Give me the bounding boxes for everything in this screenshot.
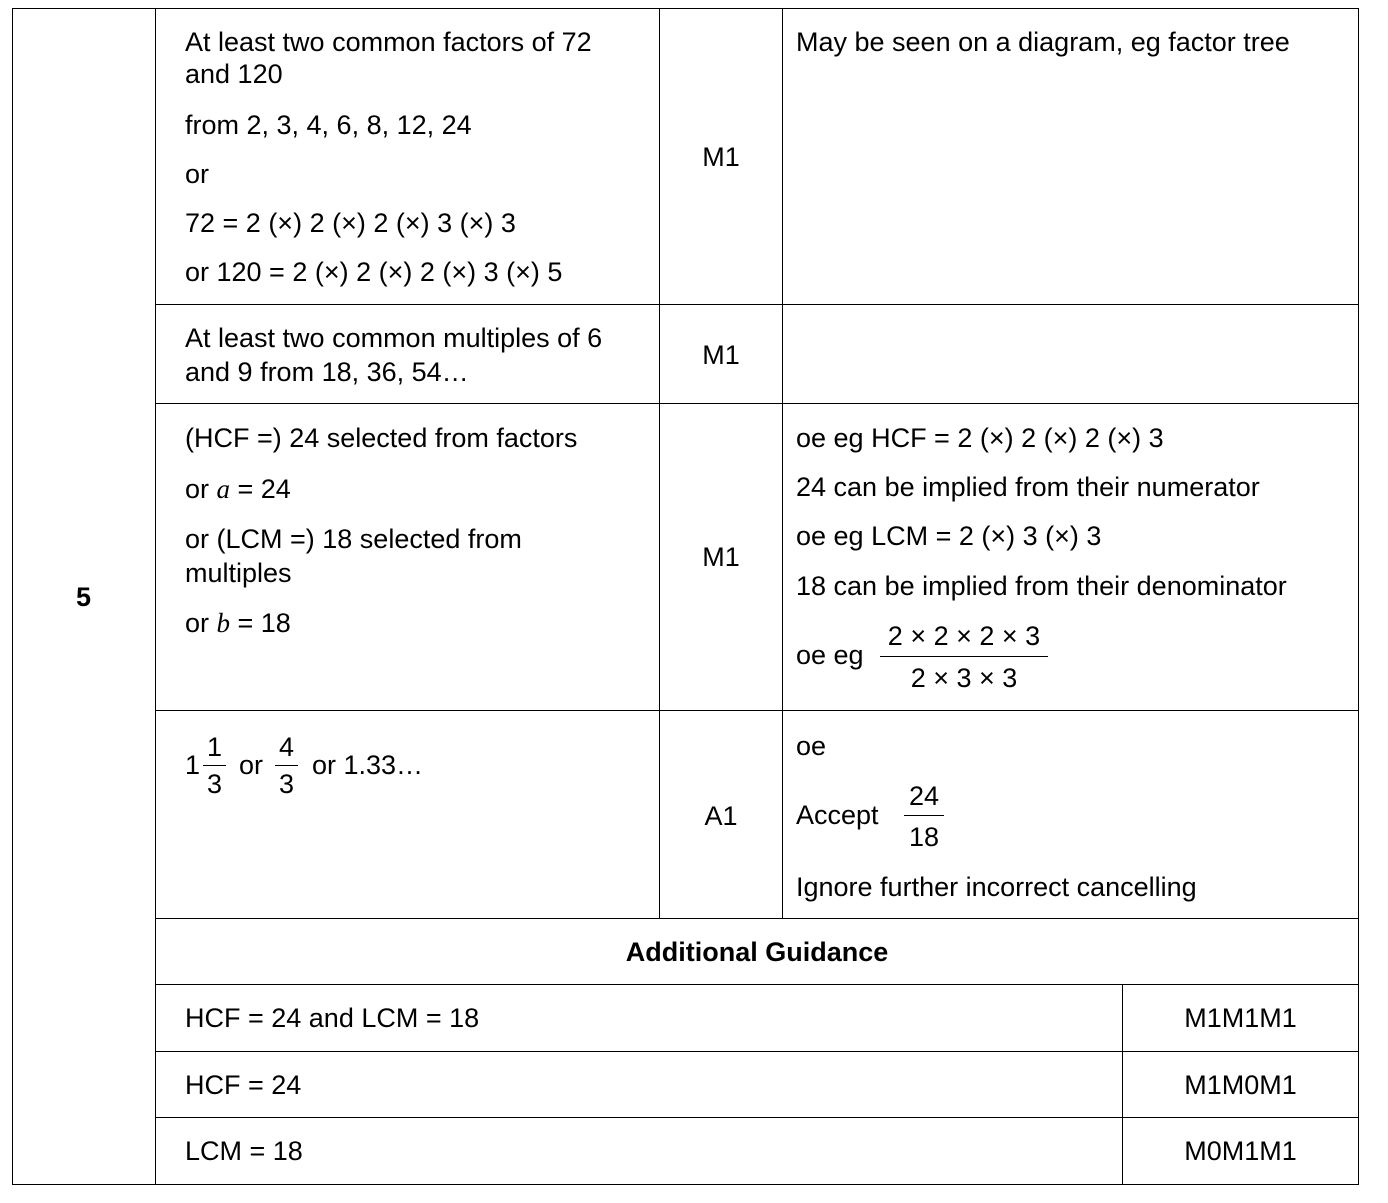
answer-line: from 2, 3, 4, 6, 8, 12, 24	[185, 110, 472, 140]
mark-code: M1	[702, 542, 740, 572]
guidance-marks: M1M1M1	[1184, 1003, 1297, 1033]
comment-fraction	[904, 783, 944, 851]
fraction-denominator: 18	[908, 822, 940, 852]
column-divider	[782, 8, 783, 919]
fraction-numerator: 2 × 2 × 2 × 3	[887, 621, 1041, 651]
row-divider	[156, 304, 1359, 305]
comment-line: oe eg HCF = 2 (×) 2 (×) 2 (×) 3	[796, 423, 1164, 453]
fraction-numerator: 1	[206, 732, 223, 762]
answer-line: or a = 24	[185, 474, 291, 504]
table-border-right	[1358, 8, 1359, 1185]
fraction-numerator: 24	[908, 781, 940, 811]
answer-line: or b = 18	[185, 608, 291, 638]
fraction-numerator: 4	[278, 732, 295, 762]
guidance-marks: M0M1M1	[1184, 1136, 1297, 1166]
or-text: or	[239, 750, 264, 780]
mark-code: A1	[704, 801, 738, 831]
answer-line: or 120 = 2 (×) 2 (×) 2 (×) 3 (×) 5	[185, 257, 563, 287]
table-border-left	[12, 8, 13, 1185]
improper-fraction	[275, 734, 298, 798]
table-border-bottom	[12, 1184, 1359, 1185]
answer-line: At least two common factors of 72	[185, 27, 592, 57]
variable-a: a	[216, 474, 231, 504]
answer-line: and 9 from 18, 36, 54…	[185, 357, 469, 387]
table-border-top	[12, 8, 1359, 9]
row-divider	[156, 984, 1359, 985]
decimal-text: or 1.33…	[312, 750, 424, 780]
comment-line: 24 can be implied from their numerator	[796, 472, 1260, 502]
answer-line: and 120	[185, 59, 283, 89]
comment-line: Ignore further incorrect cancelling	[796, 872, 1197, 902]
variable-b: b	[216, 608, 231, 638]
row-divider	[156, 1117, 1359, 1118]
row-divider	[156, 918, 1359, 919]
answer-line: multiples	[185, 558, 292, 588]
guidance-case: HCF = 24 and LCM = 18	[185, 1003, 480, 1033]
mark-code: M1	[702, 340, 740, 370]
fraction-bar	[203, 765, 226, 766]
comment-line: oe	[796, 731, 827, 761]
answer-line: or (LCM =) 18 selected from	[185, 524, 522, 554]
column-divider	[155, 8, 156, 1185]
fraction-bar	[880, 656, 1048, 657]
comment-line: oe eg LCM = 2 (×) 3 (×) 3	[796, 521, 1102, 551]
answer-line: At least two common multiples of 6	[185, 323, 603, 353]
comment-line: Accept	[796, 800, 879, 830]
mixed-fraction	[203, 734, 226, 798]
guidance-marks: M1M0M1	[1184, 1070, 1297, 1100]
fraction-denominator: 2 × 3 × 3	[910, 663, 1018, 693]
answer-line: (HCF =) 24 selected from factors	[185, 423, 578, 453]
row-divider	[156, 403, 1359, 404]
mark-code: M1	[702, 142, 740, 172]
comment-line: oe eg	[796, 640, 864, 670]
row-divider	[156, 1051, 1359, 1052]
comment-line: 18 can be implied from their denominator	[796, 571, 1287, 601]
guidance-case: HCF = 24	[185, 1070, 302, 1100]
answer-line: 72 = 2 (×) 2 (×) 2 (×) 3 (×) 3	[185, 208, 516, 238]
question-number: 5	[76, 582, 92, 612]
fraction-bar	[904, 815, 944, 816]
fraction-bar	[275, 765, 298, 766]
whole-number: 1	[185, 750, 201, 780]
additional-guidance-title: Additional Guidance	[625, 937, 889, 967]
guidance-case: LCM = 18	[185, 1136, 303, 1166]
row-divider	[156, 710, 1359, 711]
comment-line: May be seen on a diagram, eg factor tree	[796, 27, 1290, 57]
answer-line: or	[185, 159, 210, 189]
fraction-denominator: 3	[206, 769, 223, 799]
fraction-denominator: 3	[278, 769, 295, 799]
comment-fraction	[880, 623, 1048, 692]
